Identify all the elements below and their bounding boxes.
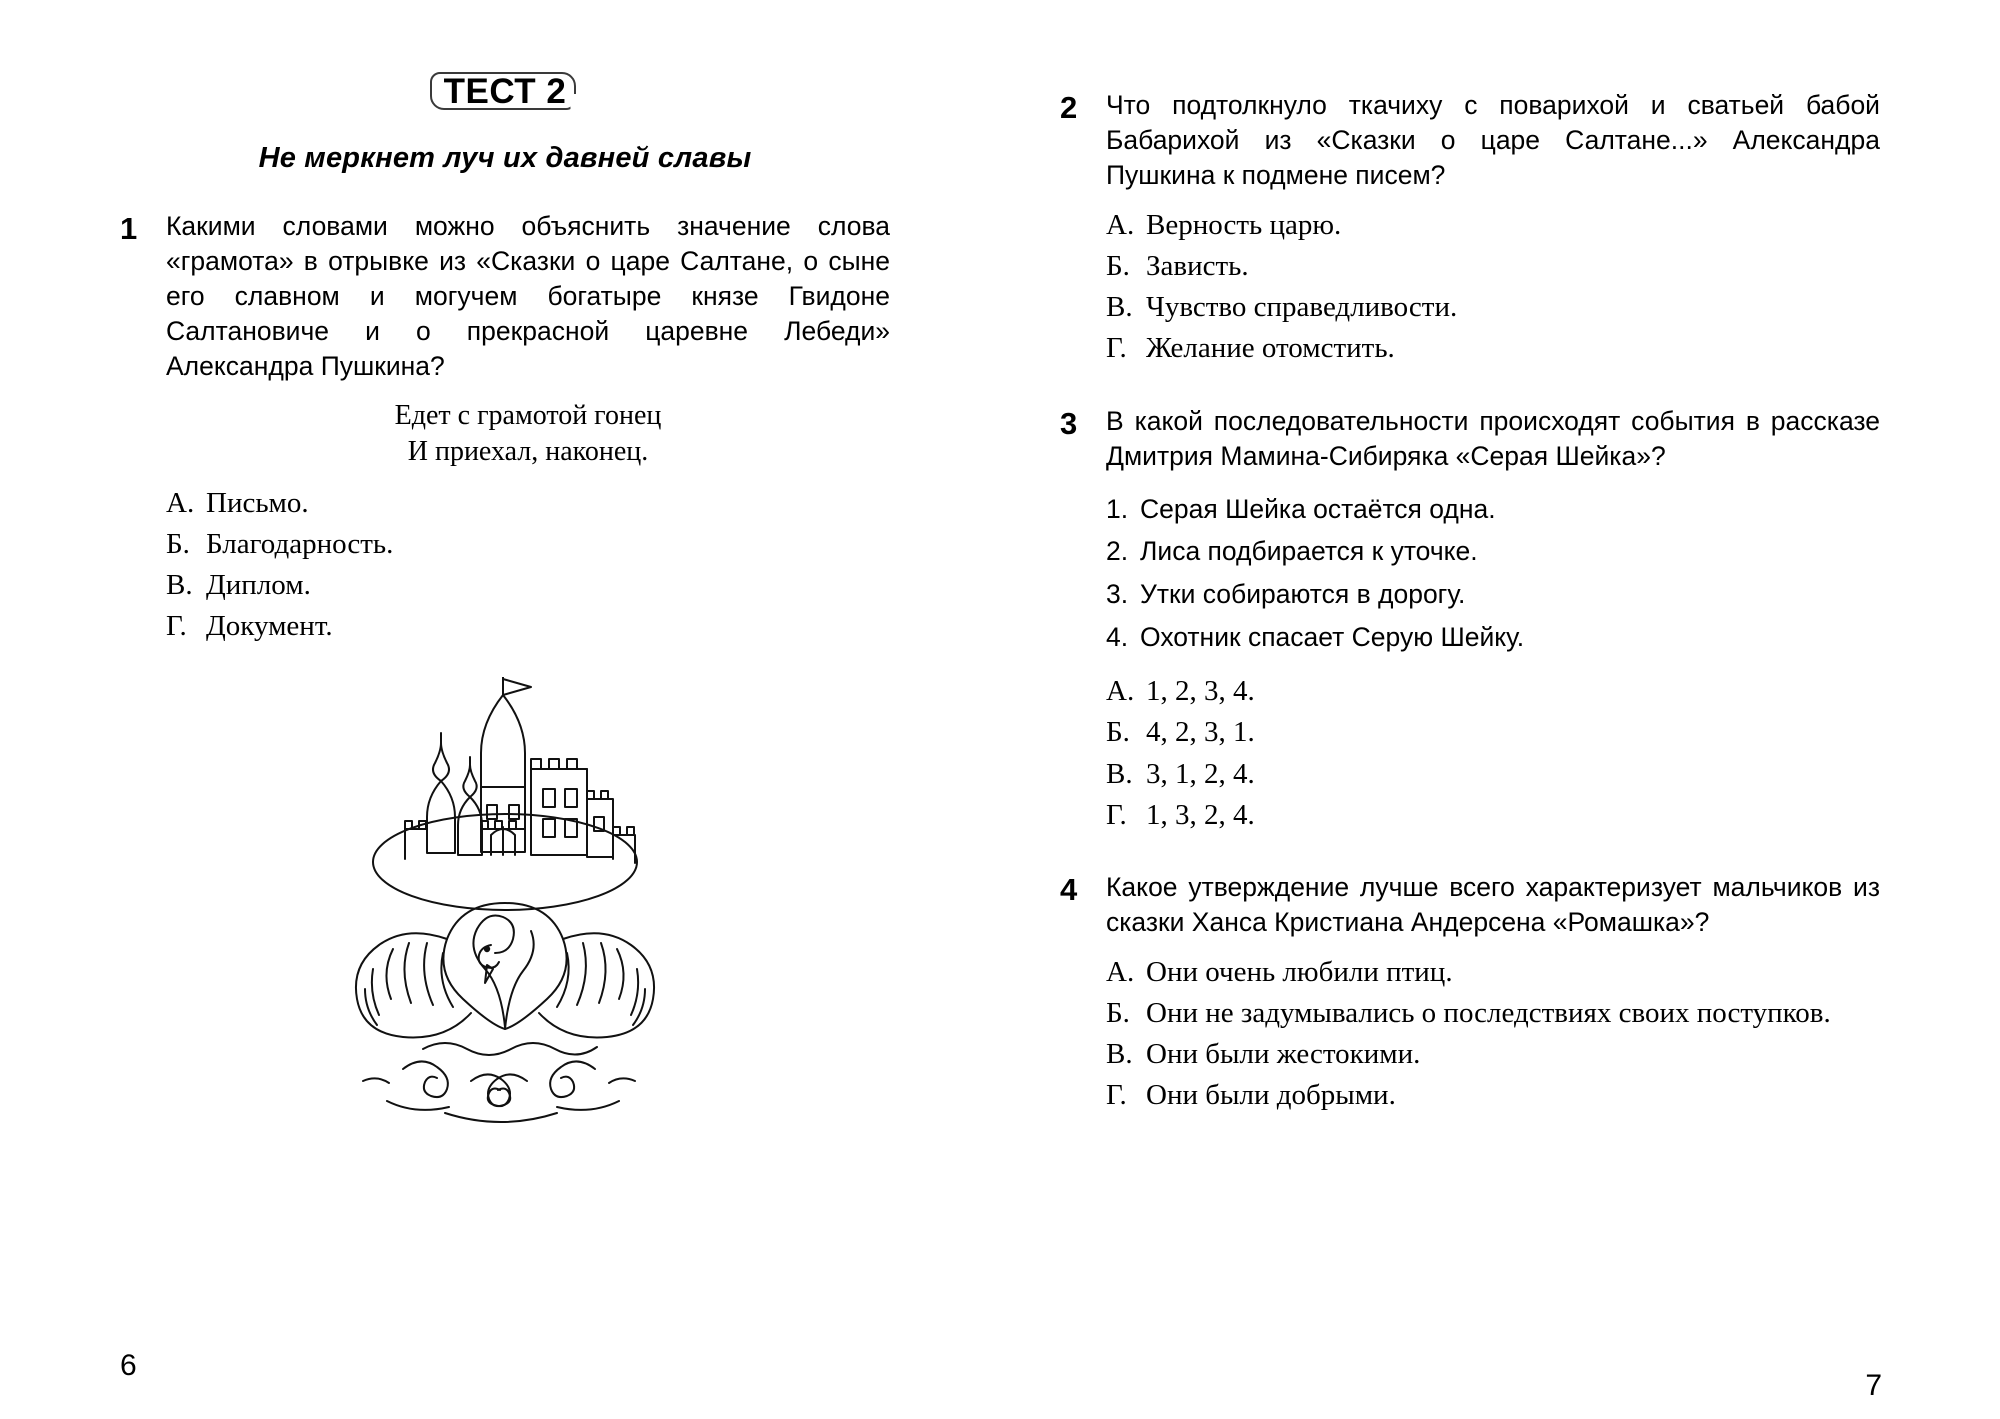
test-subtitle: Не меркнет луч их давней славы <box>258 142 752 174</box>
option-text: Письмо. <box>206 486 309 519</box>
option-text: Чувство справедливости. <box>1146 291 1458 324</box>
option-letter: В. <box>166 568 193 601</box>
verse-line-1: Едет с грамотой гонец <box>394 399 662 431</box>
option-letter: В. <box>1106 291 1133 324</box>
question-1-body <box>166 209 890 647</box>
verse-line-2: И приехал, наконец. <box>407 436 649 468</box>
option-letter: А. <box>1106 208 1135 241</box>
option-letter: Б. <box>1106 997 1130 1030</box>
sequence-number: 2. <box>1106 536 1129 567</box>
question-2-text: Что подтолкнуло ткачиху с поварихой и сватьей бабой Бабарихой из «Сказки о царе Салтане...» Александра Пушкина к подмене писем? <box>1106 90 1880 190</box>
sequence-number: 1. <box>1106 493 1129 524</box>
question-4-body <box>1106 870 1880 1117</box>
question-3-number: 3 <box>1060 405 1078 441</box>
question-2 <box>1060 88 1880 370</box>
question-2-option-a[interactable] <box>1106 205 1880 246</box>
sequence-text: Лиса подбирается к уточке. <box>1140 536 1478 567</box>
option-letter: В. <box>1106 1038 1133 1071</box>
option-text: Они не задумывались о последствиях своих поступков. <box>1146 997 1831 1030</box>
option-text: Верность царю. <box>1146 208 1342 241</box>
question-4-option-b[interactable] <box>1106 993 1880 1034</box>
option-text: Зависть. <box>1146 250 1249 283</box>
sequence-item-1 <box>1106 488 1880 531</box>
option-text: Диплом. <box>206 568 311 601</box>
option-text: Они были добрыми. <box>1146 1079 1396 1112</box>
option-letter: Г. <box>166 610 187 643</box>
option-text: Документ. <box>206 610 333 643</box>
sequence-text: Утки собираются в дорогу. <box>1140 579 1466 610</box>
option-letter: Б. <box>166 527 190 560</box>
sequence-number: 4. <box>1106 622 1129 653</box>
sequence-number: 3. <box>1106 579 1129 610</box>
option-letter: Г. <box>1106 1079 1127 1112</box>
option-text: Они очень любили птиц. <box>1146 955 1453 988</box>
option-letter: А. <box>1106 955 1135 988</box>
option-letter: В. <box>1106 757 1133 790</box>
question-3-option-a[interactable] <box>1106 671 1880 712</box>
question-4-option-g[interactable] <box>1106 1075 1880 1116</box>
question-3-body <box>1106 404 1880 836</box>
question-4-option-a[interactable] <box>1106 952 1880 993</box>
question-3-option-g[interactable] <box>1106 795 1880 836</box>
question-2-body <box>1106 88 1880 370</box>
question-1 <box>120 209 890 647</box>
swan-and-castle-icon <box>295 677 715 1137</box>
option-text: Благодарность. <box>206 527 394 560</box>
question-1-option-v[interactable] <box>166 565 890 606</box>
question-4-text: Какое утверждение лучше всего характеризует мальчиков из сказки Ханса Кристиана Андерсена «Ромашка»? <box>1106 871 1880 937</box>
option-text: Они были жестокими. <box>1146 1038 1421 1071</box>
page-right <box>1000 0 2000 1419</box>
question-2-option-b[interactable] <box>1106 246 1880 287</box>
option-text: Желание отомстить. <box>1146 332 1395 365</box>
question-3-text: В какой последовательности происходят события в рассказе Дмитрия Мамина-Сибиряка «Серая Шейка»? <box>1106 405 1880 471</box>
question-1-option-b[interactable] <box>166 524 890 565</box>
question-4-number: 4 <box>1060 871 1078 907</box>
question-2-option-v[interactable] <box>1106 287 1880 328</box>
question-2-number: 2 <box>1060 90 1078 125</box>
option-letter: Б. <box>1106 250 1130 283</box>
option-text: 1, 2, 3, 4. <box>1146 675 1255 708</box>
question-3-sequence <box>1106 488 1880 660</box>
sequence-text: Серая Шейка остаётся одна. <box>1140 493 1496 524</box>
question-1-number: 1 <box>120 211 138 246</box>
option-text: 3, 1, 2, 4. <box>1146 757 1255 790</box>
option-letter: Г. <box>1106 798 1127 831</box>
question-1-text: Какими словами можно объяснить значение слова «грамота» в отрывке из «Сказки о царе Салтане, о сыне его славном и могучем богатыре князе Гвидоне Салтановиче и о прекрасной царевне Лебеди» Александра Пушкина? <box>166 211 890 381</box>
option-text: 4, 2, 3, 1. <box>1146 716 1255 749</box>
question-1-option-g[interactable] <box>166 606 890 647</box>
option-letter: А. <box>166 486 195 519</box>
option-letter: Б. <box>1106 716 1130 749</box>
question-4 <box>1060 870 1880 1117</box>
option-letter: Г. <box>1106 332 1127 365</box>
question-3-options <box>1106 671 1880 836</box>
question-4-options <box>1106 952 1880 1117</box>
sequence-item-4 <box>1106 616 1880 659</box>
sequence-text: Охотник спасает Серую Шейку. <box>1140 622 1525 653</box>
question-1-option-a[interactable] <box>166 483 890 524</box>
question-3 <box>1060 404 1880 836</box>
question-1-options <box>166 483 890 648</box>
option-text: 1, 3, 2, 4. <box>1146 798 1255 831</box>
test-title: ТЕСТ 2 <box>430 70 581 116</box>
test-title-container <box>120 70 890 116</box>
page-number-right: 7 <box>1865 1369 1882 1402</box>
illustration-container <box>120 677 890 1137</box>
question-2-options <box>1106 205 1880 370</box>
sequence-item-2 <box>1106 530 1880 573</box>
question-4-option-v[interactable] <box>1106 1034 1880 1075</box>
question-2-option-g[interactable] <box>1106 328 1880 369</box>
question-1-verse <box>166 398 890 471</box>
question-3-option-b[interactable] <box>1106 712 1880 753</box>
sequence-item-3 <box>1106 573 1880 616</box>
question-3-option-v[interactable] <box>1106 754 1880 795</box>
option-letter: А. <box>1106 675 1135 708</box>
page-number-left: 6 <box>120 1349 137 1382</box>
